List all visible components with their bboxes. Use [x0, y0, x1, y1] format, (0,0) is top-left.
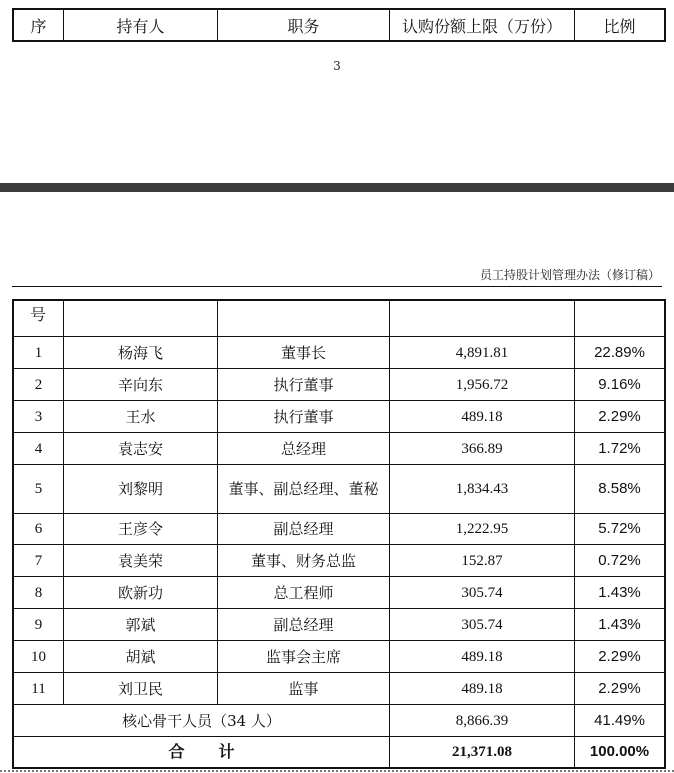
document-running-header: 员工持股计划管理办法（修订稿）: [479, 268, 660, 282]
row-amount: 366.89: [390, 433, 575, 465]
row-no: 2: [14, 369, 64, 401]
row-ratio: 1.72%: [575, 433, 664, 465]
row-ratio: 8.58%: [575, 465, 664, 514]
row-amount: 489.18: [390, 673, 575, 705]
continuation-header: 号: [14, 301, 64, 337]
table-row: [14, 641, 664, 673]
header-rule: [12, 286, 662, 287]
row-amount: 4,891.81: [390, 337, 575, 369]
row-no: 9: [14, 609, 64, 641]
row-position: 董事、副总经理、董秘: [218, 465, 390, 514]
table-row: [14, 369, 664, 401]
table-row: [14, 337, 664, 369]
row-position: 副总经理: [218, 514, 390, 545]
row-position: 副总经理: [218, 609, 390, 641]
row-holder: 辛向东: [64, 369, 218, 401]
table-row: [14, 401, 664, 433]
table-row-total: [14, 737, 664, 767]
row-position: 监事会主席: [218, 641, 390, 673]
row-position: 执行董事: [218, 401, 390, 433]
header-amount: 认购份额上限（万份）: [390, 10, 575, 40]
row-position: 总经理: [218, 433, 390, 465]
top-table-header: [12, 8, 666, 42]
row-ratio: 1.43%: [575, 577, 664, 609]
row-amount: 152.87: [390, 545, 575, 577]
row-ratio: 1.43%: [575, 609, 664, 641]
holders-table: [12, 299, 666, 769]
row-position: 董事长: [218, 337, 390, 369]
core-staff-ratio: 41.49%: [575, 705, 664, 737]
table-row-continuation: [14, 301, 664, 337]
row-holder: 王彦令: [64, 514, 218, 545]
row-holder: 袁美荣: [64, 545, 218, 577]
row-holder: 刘卫民: [64, 673, 218, 705]
page-number: 3: [333, 59, 341, 73]
row-ratio: 2.29%: [575, 401, 664, 433]
core-staff-label: 核心骨干人员（34 人）: [14, 705, 390, 737]
header-position: 职务: [218, 10, 390, 40]
row-holder: 袁志安: [64, 433, 218, 465]
total-amount: 21,371.08: [390, 737, 575, 767]
row-no: 5: [14, 465, 64, 514]
row-no: 7: [14, 545, 64, 577]
row-amount: 305.74: [390, 577, 575, 609]
row-ratio: 0.72%: [575, 545, 664, 577]
row-amount: 1,834.43: [390, 465, 575, 514]
table-row: [14, 673, 664, 705]
row-ratio: 2.29%: [575, 673, 664, 705]
table-row: [14, 433, 664, 465]
row-amount: 1,956.72: [390, 369, 575, 401]
table-row-core-staff: [14, 705, 664, 737]
row-no: 10: [14, 641, 64, 673]
row-holder: 王水: [64, 401, 218, 433]
total-label: 合计: [14, 737, 390, 767]
row-position: 总工程师: [218, 577, 390, 609]
table-row: [14, 465, 664, 514]
table-row: [14, 545, 664, 577]
row-no: 3: [14, 401, 64, 433]
row-holder: 胡斌: [64, 641, 218, 673]
row-amount: 489.18: [390, 401, 575, 433]
table-row: [14, 514, 664, 545]
row-no: 4: [14, 433, 64, 465]
row-no: 1: [14, 337, 64, 369]
row-ratio: 22.89%: [575, 337, 664, 369]
header-seq: 序: [14, 10, 64, 40]
row-position: 执行董事: [218, 369, 390, 401]
row-holder: 刘黎明: [64, 465, 218, 514]
cropped-next-line: [0, 768, 674, 773]
core-staff-amount: 8,866.39: [390, 705, 575, 737]
row-ratio: 9.16%: [575, 369, 664, 401]
total-ratio: 100.00%: [589, 743, 650, 760]
page-separator: [0, 183, 674, 192]
row-position: 董事、财务总监: [218, 545, 390, 577]
row-no: 11: [14, 673, 64, 705]
header-ratio: 比例: [603, 16, 636, 36]
row-amount: 1,222.95: [390, 514, 575, 545]
row-holder: 郭斌: [64, 609, 218, 641]
table-row: [14, 577, 664, 609]
row-amount: 489.18: [390, 641, 575, 673]
row-no: 6: [14, 514, 64, 545]
row-amount: 305.74: [390, 609, 575, 641]
row-holder: 杨海飞: [64, 337, 218, 369]
row-position: 监事: [218, 673, 390, 705]
row-no: 8: [14, 577, 64, 609]
header-holder: 持有人: [64, 10, 218, 40]
row-holder: 欧新功: [64, 577, 218, 609]
row-ratio: 5.72%: [575, 514, 664, 545]
row-ratio: 2.29%: [575, 641, 664, 673]
table-row: [14, 609, 664, 641]
